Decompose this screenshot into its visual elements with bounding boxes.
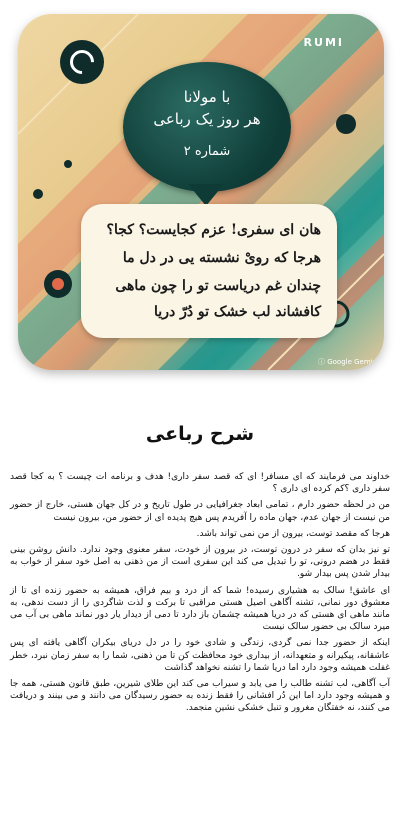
paragraph: ای عاشق! سالک به هشیاری رسیده! شما که از درد و بیم فراق، همیشه به حضور زنده ای تا از معشوق دور نمانی، تشنه آگاهی اصیل هستی مراقبی تا برکت و لذت شاگردی را از دست ندهی، به مانند ماهی ای هستی که در دریا همیشه چشمان باز دارد تا دمی از دیدار یار دور نماند ماهی بی آب می میرد سالک بی حضور سالک نیست xyxy=(10,585,390,633)
leaf-icon xyxy=(65,45,99,79)
verse-line-4: کافشاند لب خشک تو دُرّ دریا xyxy=(154,304,321,320)
badge-tail xyxy=(188,184,224,206)
paragraph: من در لحظه حضور دارم ، تمامی ابعاد جغرافیایی در طول تاریخ و در کل جهان هستی، خارج از حضور من نیست از جهان عدم، جهان ماده را آفریدم پس هیچ پدیده ای از حضور من، بیرون نیست xyxy=(10,500,390,523)
verse-line-2: هرجا که رویْ نشسته یی در دل ما xyxy=(122,250,321,266)
brand-label: RUMI xyxy=(303,36,344,49)
logo-badge xyxy=(60,40,104,84)
badge-line-1: با مولانا xyxy=(183,88,231,106)
paragraph: آب آگاهی، لب تشنه طالب را می یابد و سیراب می کند این طلای شیرین، طبق قانون هستی، همه جا و همیشه وجود دارد اما این دُر افشانی را فقط زنده به حضور رسیدگان می دانند و می بینند و دریافت می کنند، نه خفتگان مغرور و تنبل خشکی نشین منجمد. xyxy=(10,679,390,714)
watermark: ⓘ Google Gemini xyxy=(318,358,380,366)
paragraph: هرجا که مقصد توست، بیرون از من نمی تواند باشد. xyxy=(196,528,390,539)
paragraph: خداوند می فرمایند که ای مسافر! ای که قصد سفر داری! هدف و برنامه ات چیست ؟ به کجا قصد سفر داری ؟کم کرده ای داری ؟ xyxy=(10,472,390,495)
rubai-card-image xyxy=(18,14,384,370)
title-badge xyxy=(123,62,291,192)
paragraph: اینکه از حضور جدا نمی گردی، زندگی و شادی خود را در دل دریای بیکران آگاهی یافته ای پس عاشقانه، پیکیرانه و متعهدانه، از بیداری خود محافظت کن تا من ذهنی، شما را به سفر زمان نبرد، خطر غفلت همیشه وجود دارد اما دریا شما را تشنه نخواهد گذاشت xyxy=(10,638,390,673)
verse-line-1: هان ای سفری! عزم کجایست؟ کجا؟ xyxy=(106,222,321,238)
section-title: شرح رباعی xyxy=(145,423,255,445)
explanation-text xyxy=(10,471,390,719)
verse-box xyxy=(81,204,337,338)
paragraph: تو نیز بدان که سفر در درون توست، در بیرون از خودت، سفر معنوی وجود ندارد. دانش روشن بینی فقط در هضم درونی، تو را تبدیل می کند این سفری است از من ذهنی به اصل خود سفر از خواب به بیدار شدن پس بیدار شو. xyxy=(10,545,390,580)
badge-number: شماره ۲ xyxy=(183,144,231,159)
badge-line-2: هر روز یک رباعی xyxy=(153,110,261,128)
verse-line-3: چندان غم دریاست تو را چون ماهی xyxy=(115,278,321,294)
